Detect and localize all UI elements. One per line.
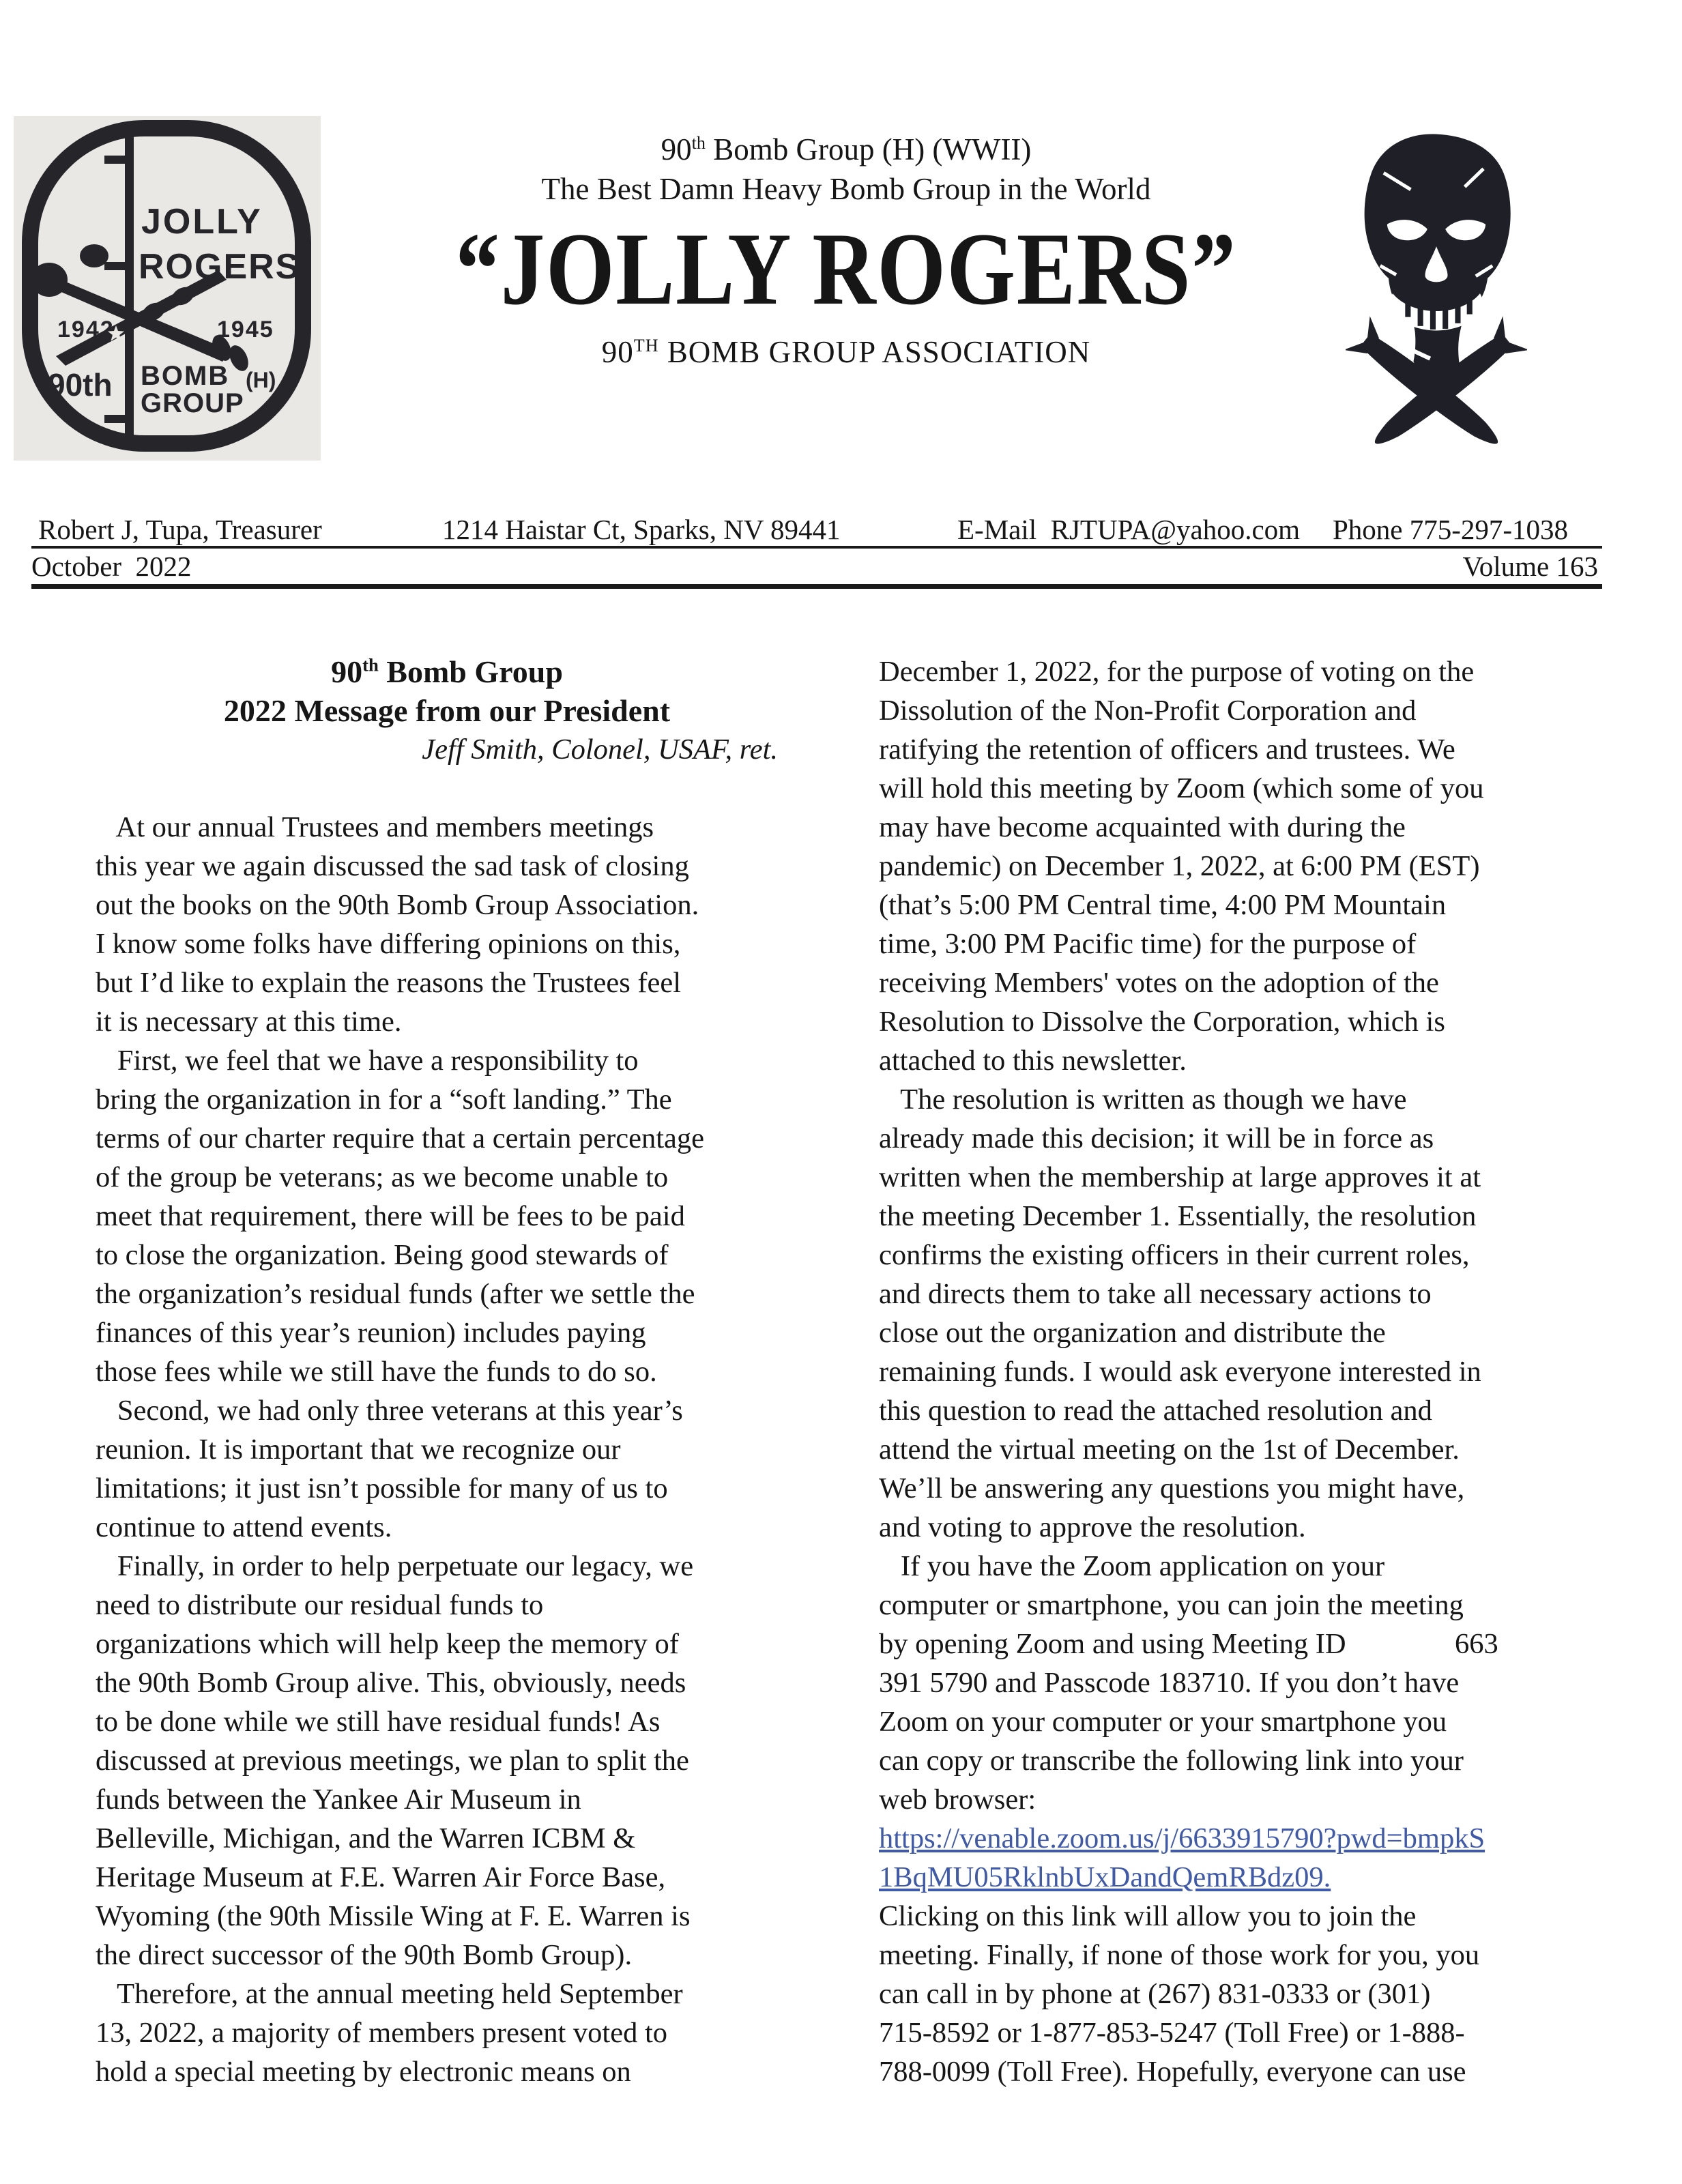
- body-text-line: close out the organization and distribute the: [879, 1317, 1386, 1349]
- body-text-line: written when the membership at large approves it at: [879, 1161, 1481, 1193]
- body-text-line: If you have the Zoom application on your: [879, 1550, 1385, 1582]
- body-text-line: this question to read the attached resolution and: [879, 1395, 1432, 1427]
- masthead-issue-row: [31, 549, 1602, 589]
- article-heading-line2: 2022 Message from our President: [223, 693, 671, 728]
- treasurer-phone: Phone 775-297-1038: [1333, 514, 1569, 545]
- body-text-line: I know some folks have differing opinions on this,: [96, 928, 681, 960]
- body-text-line: continue to attend events.: [96, 1511, 392, 1543]
- body-text-line: funds between the Yankee Air Museum in: [96, 1783, 581, 1816]
- body-text-line: 715-8592 or 1-877-853-5247 (Toll Free) or 1-888-: [879, 2017, 1465, 2049]
- body-text-line: may have become acquainted with during the: [879, 811, 1406, 843]
- body-text-line: the direct successor of the 90th Bomb Group).: [96, 1939, 633, 1971]
- logo-rogers-text: ROGERS: [139, 247, 301, 287]
- body-text-line: attend the virtual meeting on the 1st of December.: [879, 1433, 1460, 1466]
- body-text-line: computer or smartphone, you can join the meeting: [879, 1589, 1464, 1621]
- body-text-line: the meeting December 1. Essentially, the resolution: [879, 1200, 1477, 1232]
- body-text-line: terms of our charter require that a certain percentage: [96, 1122, 705, 1154]
- logo-jolly-text: JOLLY: [141, 202, 263, 242]
- body-text-line: The resolution is written as though we have: [879, 1083, 1407, 1116]
- body-text-line: Resolution to Dissolve the Corporation, which is: [879, 1006, 1445, 1038]
- body-text-line: can call in by phone at (267) 831-0333 or (301): [879, 1978, 1431, 2010]
- body-text-line: discussed at previous meetings, we plan to split the: [96, 1745, 689, 1777]
- body-text-line: remaining funds. I would ask everyone interested in: [879, 1356, 1481, 1388]
- body-text-line: reunion. It is important that we recognize our: [96, 1433, 621, 1466]
- body-text-line: Wyoming (the 90th Missile Wing at F. E. Warren is: [96, 1900, 691, 1932]
- body-text-line: and voting to approve the resolution.: [879, 1511, 1306, 1543]
- logo-year-end: 1945: [217, 317, 274, 343]
- body-text-line: Zoom on your computer or your smartphone you: [879, 1706, 1447, 1738]
- body-text-line: and directs them to take all necessary actions to: [879, 1278, 1432, 1310]
- article-byline: Jeff Smith, Colonel, USAF, ret.: [422, 733, 778, 766]
- body-text-line: bring the organization in for a “soft landing.” The: [96, 1083, 672, 1116]
- body-text-line: Second, we had only three veterans at this year’s: [96, 1395, 683, 1427]
- body-text-line: confirms the existing officers in their current roles,: [879, 1239, 1470, 1271]
- treasurer-name: Robert J, Tupa, Treasurer: [38, 514, 322, 545]
- body-text-line: can copy or transcribe the following link into your: [879, 1745, 1464, 1777]
- body-text-line: Finally, in order to help perpetuate our legacy, we: [96, 1550, 694, 1582]
- body-text-line: organizations which will help keep the memory of: [96, 1628, 679, 1660]
- body-text-line: already made this decision; it will be in force as: [879, 1122, 1434, 1154]
- treasurer-address: 1214 Haistar Ct, Sparks, NV 89441: [442, 514, 841, 545]
- body-text-line: out the books on the 90th Bomb Group Association.: [96, 889, 699, 921]
- article-heading-line1: 90th Bomb Group: [331, 654, 563, 689]
- bomb-group-emblem-icon: [14, 116, 321, 461]
- masthead: [31, 512, 1602, 589]
- masthead-contact-row: [31, 512, 1602, 549]
- logo-year-start: 1942: [57, 317, 115, 343]
- body-text-line: limitations; it just isn’t possible for many of us to: [96, 1472, 668, 1504]
- body-text-line: the organization’s residual funds (after we settle the: [96, 1278, 695, 1310]
- body-text-line: December 1, 2022, for the purpose of voting on the: [879, 656, 1475, 688]
- body-text-line: At our annual Trustees and members meetings: [96, 811, 654, 843]
- body-text-line: We’ll be answering any questions you might have,: [879, 1472, 1465, 1504]
- body-text-line: to close the organization. Being good stewards of: [96, 1239, 669, 1271]
- body-text-line: meeting. Finally, if none of those work for you, you: [879, 1939, 1480, 1971]
- body-text-line: Belleville, Michigan, and the Warren ICBM &: [96, 1822, 636, 1854]
- body-text-line: it is necessary at this time.: [96, 1006, 402, 1038]
- body-text-line: of the group be veterans; as we become unable to: [96, 1161, 669, 1193]
- issue-date: October 2022: [31, 551, 192, 582]
- body-text-line: First, we feel that we have a responsibility to: [96, 1045, 639, 1077]
- body-text-line: (that’s 5:00 PM Central time, 4:00 PM Mountain: [879, 889, 1447, 921]
- newsletter-title: “JOLLY ROGERS”: [455, 212, 1237, 326]
- body-text-line: 788-0099 (Toll Free). Hopefully, everyone can use: [879, 2056, 1466, 2088]
- body-text-line: Heritage Museum at F.E. Warren Air Force Base,: [96, 1861, 666, 1893]
- body-text-line: finances of this year’s reunion) includes paying: [96, 1317, 646, 1349]
- body-text-line: Dissolution of the Non-Profit Corporation and: [879, 695, 1417, 727]
- treasurer-email: E-Mail RJTUPA@yahoo.com: [957, 514, 1301, 545]
- header-group-line: 90th Bomb Group (H) (WWII): [661, 132, 1032, 166]
- skull-crossed-bombs-icon: [1346, 128, 1527, 448]
- logo-bomb-text: BOMB: [141, 361, 230, 391]
- header-motto-line: The Best Damn Heavy Bomb Group in the World: [541, 172, 1151, 206]
- jolly-rogers-emblem-logo: [14, 116, 321, 461]
- body-text-line: but I’d like to explain the reasons the Trustees feel: [96, 967, 682, 999]
- article-left-column: [96, 652, 798, 2091]
- body-text-line: pandemic) on December 1, 2022, at 6:00 PM (EST): [879, 850, 1480, 882]
- body-text-line: 13, 2022, a majority of members present voted to: [96, 2017, 668, 2049]
- body-text-line: those fees while we still have the funds to do so.: [96, 1356, 657, 1388]
- body-text-line: web browser:: [879, 1783, 1036, 1816]
- body-text-line: ratifying the retention of officers and trustees. We: [879, 733, 1455, 766]
- zoom-meeting-link[interactable]: https://venable.zoom.us/j/6633915790?pwd=bmpkS: [879, 1822, 1485, 1854]
- body-text-line: meet that requirement, there will be fees to be paid: [96, 1200, 685, 1232]
- body-text-line: will hold this meeting by Zoom (which some of you: [879, 772, 1484, 804]
- logo-group-text: GROUP: [141, 388, 244, 418]
- header-association-line: 90TH BOMB GROUP ASSOCIATION: [601, 335, 1091, 369]
- newsletter-header: [355, 130, 1337, 370]
- logo-h-text: (H): [246, 368, 276, 392]
- zoom-meeting-link[interactable]: 1BqMU05RklnbUxDandQemRBdz09.: [879, 1861, 1331, 1893]
- body-text-line: need to distribute our residual funds to: [96, 1589, 544, 1621]
- body-text-line: by opening Zoom and using Meeting ID 663: [879, 1628, 1498, 1660]
- article-right-column: [879, 652, 1589, 2091]
- body-text-line: the 90th Bomb Group alive. This, obviously, needs: [96, 1667, 686, 1699]
- body-text-line: this year we again discussed the sad task of closing: [96, 850, 689, 882]
- body-text-line: time, 3:00 PM Pacific time) for the purpose of: [879, 928, 1417, 960]
- logo-90th-text: 90th: [48, 367, 113, 403]
- body-text-line: receiving Members' votes on the adoption of the: [879, 967, 1439, 999]
- body-text-line: 391 5790 and Passcode 183710. If you don’t have: [879, 1667, 1460, 1699]
- body-text-line: hold a special meeting by electronic means on: [96, 2056, 631, 2088]
- body-text-line: attached to this newsletter.: [879, 1045, 1187, 1077]
- volume-number: Volume 163: [1462, 551, 1598, 582]
- body-text-line: Therefore, at the annual meeting held September: [96, 1978, 683, 2010]
- body-text-line: to be done while we still have residual funds! As: [96, 1706, 661, 1738]
- blank-line: [96, 769, 798, 808]
- body-text-line: Clicking on this link will allow you to join the: [879, 1900, 1417, 1932]
